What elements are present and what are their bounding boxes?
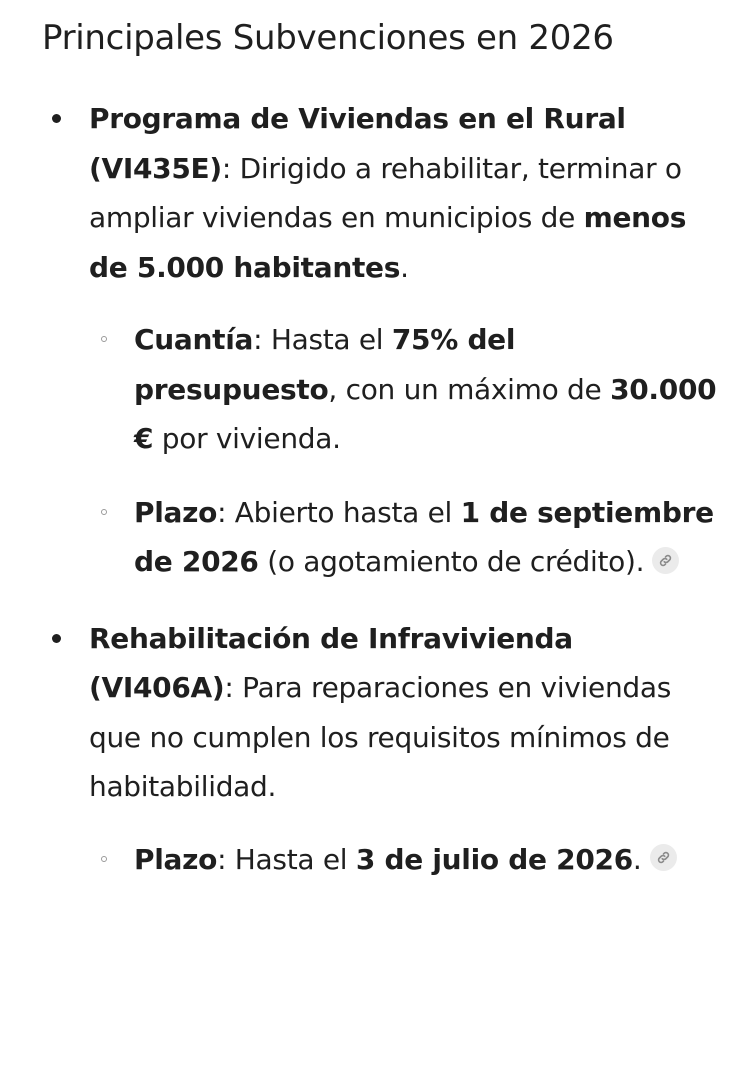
item-title: Rehabilitación de Infravivienda (VI406A)	[89, 621, 573, 704]
list-item	[42, 614, 722, 885]
sub-list-item	[89, 315, 722, 464]
list-item	[42, 94, 722, 587]
sub-text: : Abierto hasta el	[217, 495, 461, 529]
link-icon[interactable]	[650, 844, 677, 871]
sub-label: Plazo	[134, 842, 218, 876]
sub-bullet	[101, 509, 107, 515]
sub-bullet	[101, 336, 107, 342]
bullet-dot	[52, 114, 61, 123]
sub-text: por vivienda.	[153, 422, 341, 455]
sub-text: : Hasta el	[217, 842, 356, 876]
bullet-dot	[52, 634, 61, 643]
sub-text-bold: 30.000 €	[134, 372, 717, 455]
link-icon[interactable]	[652, 547, 679, 574]
item-text-end: .	[400, 250, 409, 284]
item-text-bold: menos de 5.000 habitantes	[89, 201, 687, 284]
sub-label: Cuantía	[134, 323, 254, 356]
sub-text-bold: 75% del presupuesto	[134, 323, 516, 406]
item-text: : Para reparaciones en viviendas que no cumplen los requisitos mínimos de habitabilidad.	[89, 671, 672, 803]
sub-text-bold: 3 de julio de 2026	[355, 842, 633, 876]
sub-label: Plazo	[134, 495, 218, 529]
sub-list	[89, 315, 722, 587]
sub-text-bold: 1 de septiembre de 2026	[134, 495, 714, 578]
item-title: Programa de Viviendas en el Rural (VI435E)	[89, 102, 626, 185]
section-heading: Principales Subvenciones en 2026	[42, 18, 614, 58]
sub-text: : Hasta el	[253, 323, 392, 356]
sub-list-item	[89, 488, 722, 587]
sub-text: , con un máximo de	[328, 372, 611, 406]
response-content	[42, 10, 722, 884]
sub-list-item	[89, 835, 722, 885]
sub-bullet	[101, 856, 107, 862]
item-text: : Dirigido a rehabilitar, terminar o ampliar viviendas en municipios de	[89, 151, 682, 234]
sub-text: (o agotamiento de crédito).	[258, 545, 645, 578]
sub-text: .	[632, 842, 642, 876]
sub-list	[89, 835, 722, 885]
